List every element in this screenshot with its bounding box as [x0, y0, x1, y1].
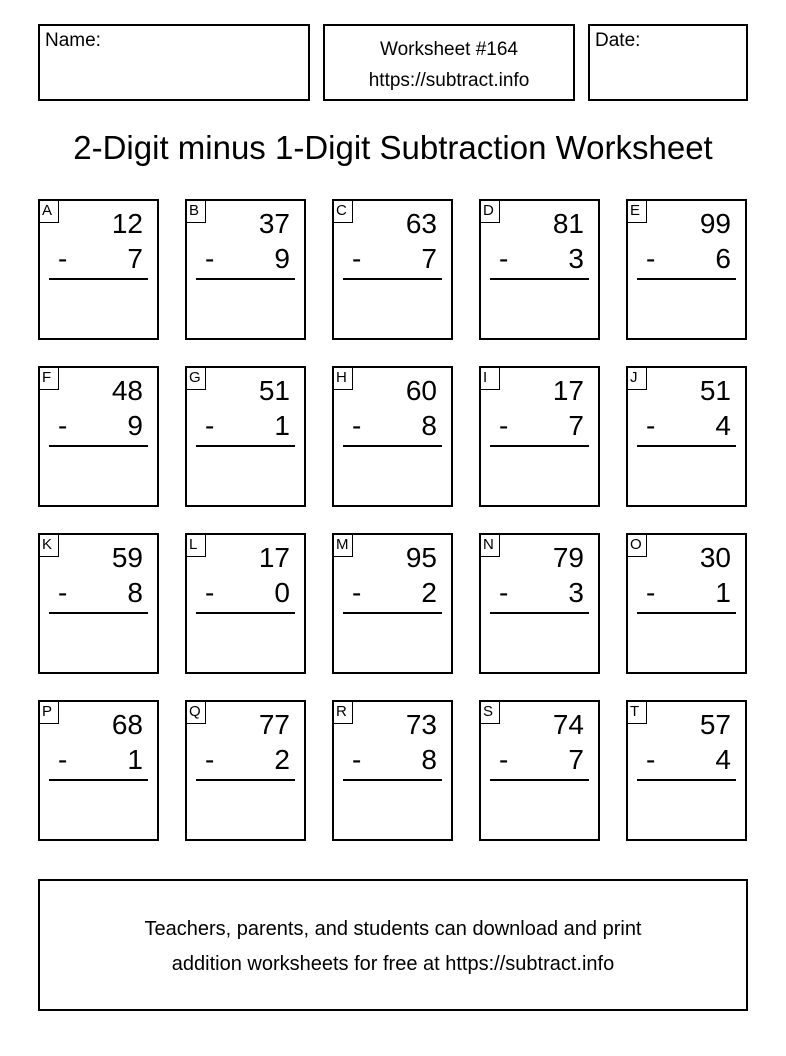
- problem-letter: K: [38, 533, 59, 557]
- answer-line: [343, 779, 442, 781]
- minus-sign: -: [205, 410, 215, 441]
- problem-letter: O: [626, 533, 647, 557]
- minus-sign: -: [499, 243, 509, 274]
- minuend: 37: [258, 208, 290, 239]
- subtrahend: 3: [568, 577, 584, 608]
- problem-card: [185, 533, 306, 674]
- subtrahend: 8: [127, 577, 143, 608]
- minus-sign: -: [352, 410, 362, 441]
- answer-line: [196, 779, 295, 781]
- minuend: 63: [405, 208, 437, 239]
- problem-letter: P: [38, 700, 59, 724]
- minus-sign: -: [499, 410, 509, 441]
- footer-text-line-1: Teachers, parents, and students can download and print: [144, 918, 642, 940]
- problem-letter: R: [332, 700, 353, 724]
- problem-card: [332, 533, 453, 674]
- answer-line: [196, 612, 295, 614]
- problem-letter: S: [479, 700, 500, 724]
- minus-sign: -: [646, 744, 656, 775]
- minus-sign: -: [646, 243, 656, 274]
- problem-card: [479, 366, 600, 507]
- minuend: 12: [111, 208, 143, 239]
- minus-sign: -: [499, 744, 509, 775]
- problem-letter: L: [185, 533, 206, 557]
- minus-sign: -: [646, 410, 656, 441]
- footer-text-line-2: addition worksheets for free at https://subtract.info: [171, 953, 615, 975]
- problem-card: [38, 366, 159, 507]
- minuend: 68: [111, 709, 143, 740]
- subtrahend: 2: [274, 744, 290, 775]
- minuend: 73: [405, 709, 437, 740]
- problem-letter: G: [185, 366, 206, 390]
- subtrahend: 8: [421, 744, 437, 775]
- answer-line: [637, 278, 736, 280]
- page-title: 2-Digit minus 1-Digit Subtraction Worksheet: [73, 129, 713, 166]
- minus-sign: -: [499, 577, 509, 608]
- problem-card: [479, 700, 600, 841]
- problem-card: [185, 199, 306, 340]
- worksheet-number: Worksheet #164: [379, 39, 518, 60]
- answer-line: [637, 612, 736, 614]
- problem-card: [38, 533, 159, 674]
- minus-sign: -: [646, 577, 656, 608]
- problem-card: [185, 366, 306, 507]
- minus-sign: -: [352, 577, 362, 608]
- answer-line: [196, 278, 295, 280]
- minuend: 99: [699, 208, 731, 239]
- subtrahend: 1: [127, 744, 143, 775]
- subtrahend: 4: [715, 410, 731, 441]
- problem-letter: M: [332, 533, 353, 557]
- minuend: 59: [111, 542, 143, 573]
- problem-card: [332, 199, 453, 340]
- problem-card: [626, 199, 747, 340]
- answer-line: [490, 278, 589, 280]
- minuend: 17: [552, 375, 584, 406]
- problem-letter: E: [626, 199, 647, 223]
- subtrahend: 7: [127, 243, 143, 274]
- problem-letter: B: [185, 199, 206, 223]
- footer-box: [38, 879, 748, 1011]
- problem-letter: A: [38, 199, 59, 223]
- minus-sign: -: [352, 243, 362, 274]
- subtrahend: 9: [127, 410, 143, 441]
- answer-line: [490, 779, 589, 781]
- subtrahend: 1: [715, 577, 731, 608]
- problem-letter: F: [38, 366, 59, 390]
- minuend: 51: [699, 375, 731, 406]
- minus-sign: -: [352, 744, 362, 775]
- subtrahend: 9: [274, 243, 290, 274]
- minuend: 74: [552, 709, 584, 740]
- problem-card: [626, 366, 747, 507]
- name-label: Name:: [45, 30, 101, 51]
- subtrahend: 7: [568, 410, 584, 441]
- answer-line: [490, 612, 589, 614]
- subtrahend: 8: [421, 410, 437, 441]
- subtrahend: 0: [274, 577, 290, 608]
- subtrahend: 6: [715, 243, 731, 274]
- minus-sign: -: [58, 744, 68, 775]
- problem-card: [332, 700, 453, 841]
- problem-letter: T: [626, 700, 647, 724]
- problem-letter: I: [479, 366, 500, 390]
- subtrahend: 7: [421, 243, 437, 274]
- problem-letter: D: [479, 199, 500, 223]
- minuend: 17: [258, 542, 290, 573]
- minuend: 51: [258, 375, 290, 406]
- problem-letter: H: [332, 366, 353, 390]
- subtrahend: 2: [421, 577, 437, 608]
- subtrahend: 4: [715, 744, 731, 775]
- minuend: 57: [699, 709, 731, 740]
- problem-card: [185, 700, 306, 841]
- minuend: 48: [111, 375, 143, 406]
- minus-sign: -: [58, 243, 68, 274]
- answer-line: [49, 445, 148, 447]
- problem-card: [38, 199, 159, 340]
- subtrahend: 7: [568, 744, 584, 775]
- answer-line: [343, 278, 442, 280]
- answer-line: [49, 779, 148, 781]
- minus-sign: -: [58, 577, 68, 608]
- minuend: 79: [552, 542, 584, 573]
- date-label: Date:: [595, 30, 641, 51]
- problem-card: [38, 700, 159, 841]
- problem-letter: N: [479, 533, 500, 557]
- answer-line: [49, 612, 148, 614]
- minus-sign: -: [205, 577, 215, 608]
- problem-card: [332, 366, 453, 507]
- minuend: 95: [405, 542, 437, 573]
- subtrahend: 1: [274, 410, 290, 441]
- minuend: 81: [552, 208, 584, 239]
- problem-letter: J: [626, 366, 647, 390]
- answer-line: [343, 445, 442, 447]
- answer-line: [343, 612, 442, 614]
- minuend: 77: [258, 709, 290, 740]
- problem-letter: Q: [185, 700, 206, 724]
- subtrahend: 3: [568, 243, 584, 274]
- problem-card: [626, 533, 747, 674]
- problem-letter: C: [332, 199, 353, 223]
- problem-card: [479, 533, 600, 674]
- answer-line: [196, 445, 295, 447]
- minus-sign: -: [205, 744, 215, 775]
- problem-card: [479, 199, 600, 340]
- worksheet-url: https://subtract.info: [368, 70, 530, 91]
- answer-line: [637, 445, 736, 447]
- answer-line: [637, 779, 736, 781]
- minuend: 30: [699, 542, 731, 573]
- minus-sign: -: [205, 243, 215, 274]
- minus-sign: -: [58, 410, 68, 441]
- problem-card: [626, 700, 747, 841]
- answer-line: [490, 445, 589, 447]
- answer-line: [49, 278, 148, 280]
- minuend: 60: [405, 375, 437, 406]
